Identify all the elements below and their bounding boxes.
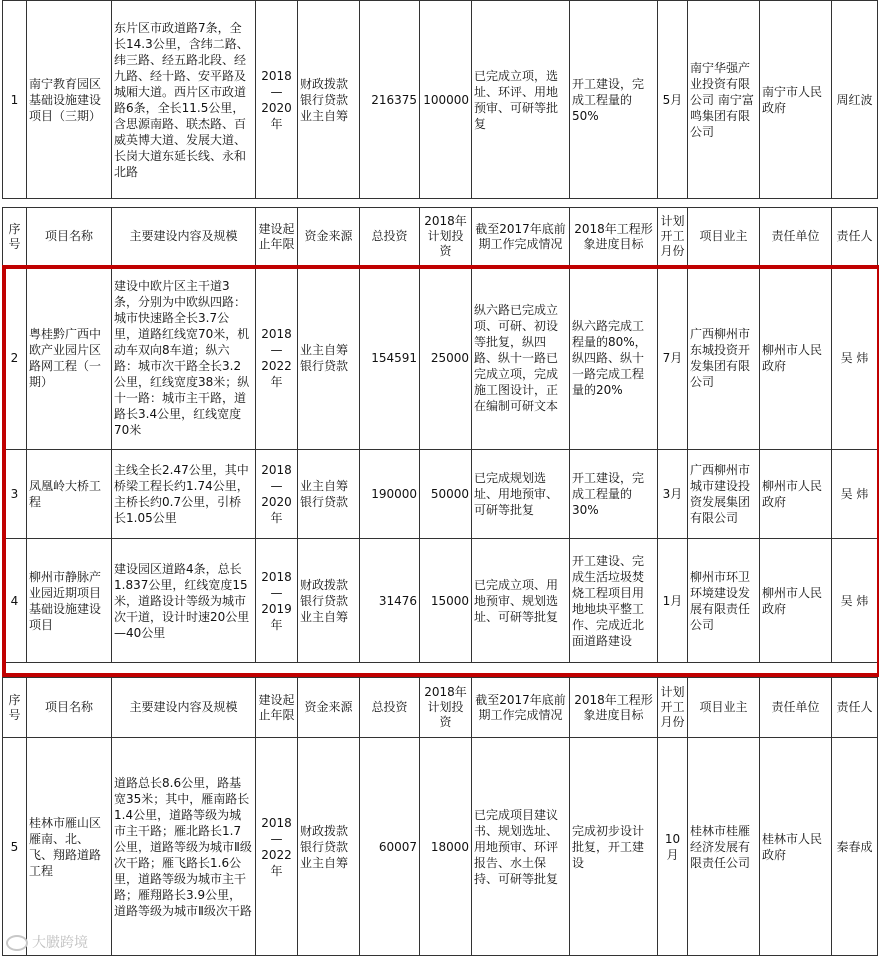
project-table-part-2 — [2, 207, 878, 663]
cell-total: 216375 — [360, 1, 420, 199]
cell-period: 2018—2020年 — [256, 1, 298, 199]
cell-content: 主线全长2.47公里，其中桥梁工程长约1.74公里，主桥长约0.7公里，引桥长1.05公里 — [112, 450, 256, 539]
cell-target: 开工建设，完成工程量的30% — [570, 450, 658, 539]
cell-name: 南宁教育园区基础设施建设项目（三期） — [27, 1, 112, 199]
cell-seq: 1 — [3, 1, 27, 199]
header-resp-unit: 责任单位 — [760, 208, 832, 266]
cell-name: 桂林市雁山区雁南、北、飞、翔路道路工程 — [27, 738, 112, 956]
watermark — [6, 932, 88, 952]
cell-total: 31476 — [360, 539, 420, 663]
cell-owner: 桂林市桂雁经济发展有限责任公司 — [688, 738, 760, 956]
cell-seq: 3 — [3, 450, 27, 539]
cell-resp-unit: 柳州市人民政府 — [760, 266, 832, 450]
cell-total: 190000 — [360, 450, 420, 539]
cell-resp-unit: 柳州市人民政府 — [760, 450, 832, 539]
cell-resp-person: 周红波 — [832, 1, 878, 199]
cell-start-month: 5月 — [658, 1, 688, 199]
table-header — [3, 208, 878, 266]
header-owner: 项目业主 — [688, 208, 760, 266]
table-row — [3, 1, 878, 199]
header-seq: 序号 — [3, 678, 27, 738]
header-prework: 截至2017年底前期工作完成情况 — [472, 208, 570, 266]
cell-prework: 已完成立项、用地预审、规划选址、可研等批复 — [472, 539, 570, 663]
header-seq: 序号 — [3, 208, 27, 266]
cell-plan2018: 15000 — [420, 539, 472, 663]
header-total: 总投资 — [360, 678, 420, 738]
cell-owner: 广西柳州市城市建设投资发展集团有限公司 — [688, 450, 760, 539]
cell-funding: 业主自筹银行贷款 — [298, 266, 360, 450]
cell-owner: 南宁华强产业投资有限公司 南宁富鸣集团有限公司 — [688, 1, 760, 199]
header-plan2018: 2018年计划投资 — [420, 208, 472, 266]
header-funding: 资金来源 — [298, 678, 360, 738]
cell-content: 东片区市政道路7条，全长14.3公里，含纬二路、纬三路、经五路北段、经九路、经十路、安平路及城厢大道。西片区市政道路6条，全长11.5公里，含思源南路、联杰路、百威英博大道、发展大道、长岗大道东延长线、永和北路 — [112, 1, 256, 199]
header-period: 建设起止年限 — [256, 208, 298, 266]
header-content: 主要建设内容及规模 — [112, 208, 256, 266]
cell-resp-person: 吴 炜 — [832, 450, 878, 539]
header-plan2018: 2018年计划投资 — [420, 678, 472, 738]
cell-resp-person: 吴 炜 — [832, 539, 878, 663]
cell-funding: 业主自筹银行贷款 — [298, 450, 360, 539]
table-row — [3, 539, 878, 663]
header-resp-person: 责任人 — [832, 678, 878, 738]
cell-plan2018: 25000 — [420, 266, 472, 450]
cell-target: 开工建设，完成工程量的50% — [570, 1, 658, 199]
cell-resp-unit: 桂林市人民政府 — [760, 738, 832, 956]
cell-start-month: 1月 — [658, 539, 688, 663]
cell-prework: 纵六路已完成立项、可研、初设等批复，纵四路、纵十一路已完成立项，完成施工图设计，正在编制可研文本 — [472, 266, 570, 450]
cell-funding: 财政拨款银行贷款业主自筹 — [298, 539, 360, 663]
cell-name: 凤凰岭大桥工程 — [27, 450, 112, 539]
cell-name: 柳州市静脉产业园近期项目基础设施建设项目 — [27, 539, 112, 663]
cell-total: 60007 — [360, 738, 420, 956]
cell-plan2018: 18000 — [420, 738, 472, 956]
cell-period: 2018—2020年 — [256, 450, 298, 539]
header-prework: 截至2017年底前期工作完成情况 — [472, 678, 570, 738]
cell-start-month: 3月 — [658, 450, 688, 539]
cell-resp-unit: 柳州市人民政府 — [760, 539, 832, 663]
cell-start-month: 10月 — [658, 738, 688, 956]
table-header — [3, 678, 878, 738]
cell-start-month: 7月 — [658, 266, 688, 450]
cell-content: 建设园区道路4条，总长1.837公里，红线宽度15米，道路设计等级为城市次干道，设计时速20公里—40公里 — [112, 539, 256, 663]
cell-target: 开工建设、完成生活垃圾焚烧工程项目用地地块平整工作、完成近北面道路建设 — [570, 539, 658, 663]
cell-prework: 已完成项目建议书、规划选址、用地预审、环评报告、水土保持、可研等批复 — [472, 738, 570, 956]
cell-content: 建设中欧片区主干道3条，分别为中欧纵四路：城市快速路全长3.7公里，道路红线宽70米，机动车双向8车道；纵六路：城市次干路全长3.2公里，红线宽度38米；纵十一路：城市主干路，道路长3.4公里，红线宽度70米 — [112, 266, 256, 450]
header-target: 2018年工程形象进度目标 — [570, 208, 658, 266]
cell-period: 2018—2022年 — [256, 738, 298, 956]
cell-seq: 2 — [3, 266, 27, 450]
cell-seq: 4 — [3, 539, 27, 663]
project-table-part-1 — [2, 0, 878, 199]
header-total: 总投资 — [360, 208, 420, 266]
cell-resp-person: 吴 炜 — [832, 266, 878, 450]
header-name: 项目名称 — [27, 678, 112, 738]
header-name: 项目名称 — [27, 208, 112, 266]
header-start-month: 计划开工月份 — [658, 678, 688, 738]
cell-plan2018: 50000 — [420, 450, 472, 539]
watermark-logo-icon — [6, 935, 28, 951]
header-resp-unit: 责任单位 — [760, 678, 832, 738]
header-target: 2018年工程形象进度目标 — [570, 678, 658, 738]
watermark-text: 大臌跨境 — [32, 935, 88, 951]
header-start-month: 计划开工月份 — [658, 208, 688, 266]
cell-resp-unit: 南宁市人民政府 — [760, 1, 832, 199]
cell-name: 粤桂黔广西中欧产业园片区路网工程（一期） — [27, 266, 112, 450]
cell-prework: 已完成规划选址、用地预审、可研等批复 — [472, 450, 570, 539]
project-table-part-3 — [2, 677, 878, 956]
header-funding: 资金来源 — [298, 208, 360, 266]
table-row — [3, 738, 878, 956]
cell-plan2018: 100000 — [420, 1, 472, 199]
header-content: 主要建设内容及规模 — [112, 678, 256, 738]
table-row — [3, 266, 878, 450]
cell-funding: 财政拨款银行贷款业主自筹 — [298, 1, 360, 199]
cell-content: 道路总长8.6公里，路基宽35米；其中，雁南路长1.4公里，道路等级为城市主干路；雁北路长1.7公里，道路等级为城市Ⅱ级次干路；雁飞路长1.6公里，道路等级为城市主干路；雁翔路长3.9公里，道路等级为城市Ⅱ级次干路 — [112, 738, 256, 956]
cell-owner: 柳州市环卫环境建设发展有限责任公司 — [688, 539, 760, 663]
cell-target: 纵六路完成工程量的80%，纵四路、纵十一路完成工程量的20% — [570, 266, 658, 450]
cell-seq: 5 — [3, 738, 27, 956]
cell-total: 154591 — [360, 266, 420, 450]
cell-period: 2018—2019年 — [256, 539, 298, 663]
table-row — [3, 450, 878, 539]
cell-period: 2018—2022年 — [256, 266, 298, 450]
cell-prework: 已完成立项，选址、环评、用地预审、可研等批复 — [472, 1, 570, 199]
cell-target: 完成初步设计批复，开工建设 — [570, 738, 658, 956]
cell-owner: 广西柳州市东城投资开发集团有限公司 — [688, 266, 760, 450]
header-owner: 项目业主 — [688, 678, 760, 738]
header-resp-person: 责任人 — [832, 208, 878, 266]
cell-funding: 财政拨款银行贷款业主自筹 — [298, 738, 360, 956]
header-period: 建设起止年限 — [256, 678, 298, 738]
cell-resp-person: 秦春成 — [832, 738, 878, 956]
